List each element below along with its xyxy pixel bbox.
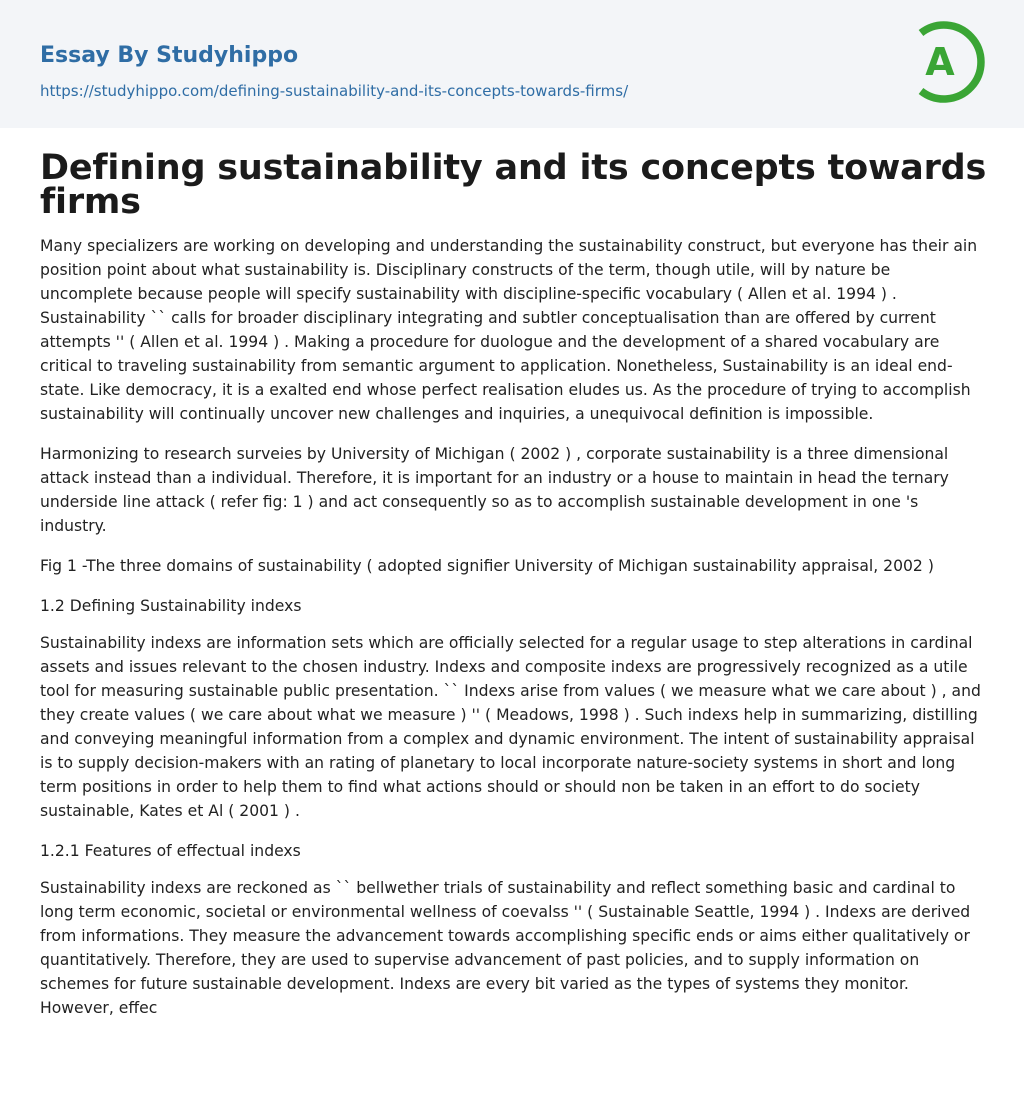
paragraph-indexs: Sustainability indexs are information sets which are officially selected for a regular usage to step alterations in cardinal assets and issues relevant to the chosen industry. Indexs and composite indexs are progressively recognized as a utile tool for measuring sustainable public presentation. `` Indexs arise from values ( we measure what we care about ) , and they create values ( we care about what we measure ) '' ( Meadows, 1998 ) . Such indexs help in summarizing, distilling and conveying meaningful information from a complex and dynamic environment. The intent of sustainability appraisal is to supply decision-makers with an rating of planetary to local incorporate nature-society systems in short and long term positions in order to help them to find what actions should or should non be taken in an effort to do society sustainable, Kates et Al ( 2001 ) . (40, 634, 981, 820)
paragraph-michigan: Harmonizing to research surveies by University of Michigan ( 2002 ) , corporate sustainability is a three dimensional attack instead than a individual. Therefore, it is important for an industry or a house to maintain in head the ternary underside line attack ( refer fig: 1 ) and act consequently so as to accomplish sustainable development in one 's industry. (40, 445, 949, 535)
studyhippo-logo-icon[interactable] (912, 19, 986, 105)
section-heading-indexs: 1.2 Defining Sustainability indexs (40, 597, 302, 615)
article-body (40, 234, 986, 1036)
site-brand[interactable]: Essay By Studyhippo (40, 43, 299, 68)
site-header (0, 0, 1024, 128)
essay-url-link[interactable]: https://studyhippo.com/defining-sustainability-and-its-concepts-towards-firms/ (40, 82, 629, 100)
paragraph-intro: Many specializers are working on developing and understanding the sustainability construct, but everyone has their ain position point about what sustainability is. Disciplinary constructs of the term, though utile, will by nature be uncomplete because people will specify sustainability with discipline-specific vocabulary ( Allen et al. 1994 ) . Sustainability `` calls for broader disciplinary integrating and subtler conceptualisation than are offered by current attempts '' ( Allen et al. 1994 ) . Making a procedure for duologue and the development of a shared vocabulary are critical to traveling sustainability from semantic argument to application. Nonetheless, Sustainability is an ideal end-state. Like democracy, it is a exalted end whose perfect realisation eludes us. As the procedure of trying to accomplish sustainability will continually uncover new challenges and inquiries, a unequivocal definition is impossible. (40, 237, 978, 423)
figure-caption: Fig 1 -The three domains of sustainability ( adopted signifier University of Michigan sustainability appraisal, 2002 ) (40, 557, 934, 575)
section-heading-features: 1.2.1 Features of effectual indexs (40, 842, 301, 860)
paragraph-features: Sustainability indexs are reckoned as `` bellwether trials of sustainability and reflect something basic and cardinal to long term economic, societal or environmental wellness of coevalss '' ( Sustainable Seattle, 1994 ) . Indexs are derived from informations. They measure the advancement towards accomplishing specific ends or aims either qualitatively or quantitatively. Therefore, they are used to supervise advancement of past policies, and to supply information on schemes for future sustainable development. Indexs are every bit varied as the types of systems they monitor. However, effec (40, 879, 971, 1017)
logo-letter: A (925, 40, 955, 84)
page-title: Defining sustainability and its concepts towards firms (40, 148, 987, 222)
